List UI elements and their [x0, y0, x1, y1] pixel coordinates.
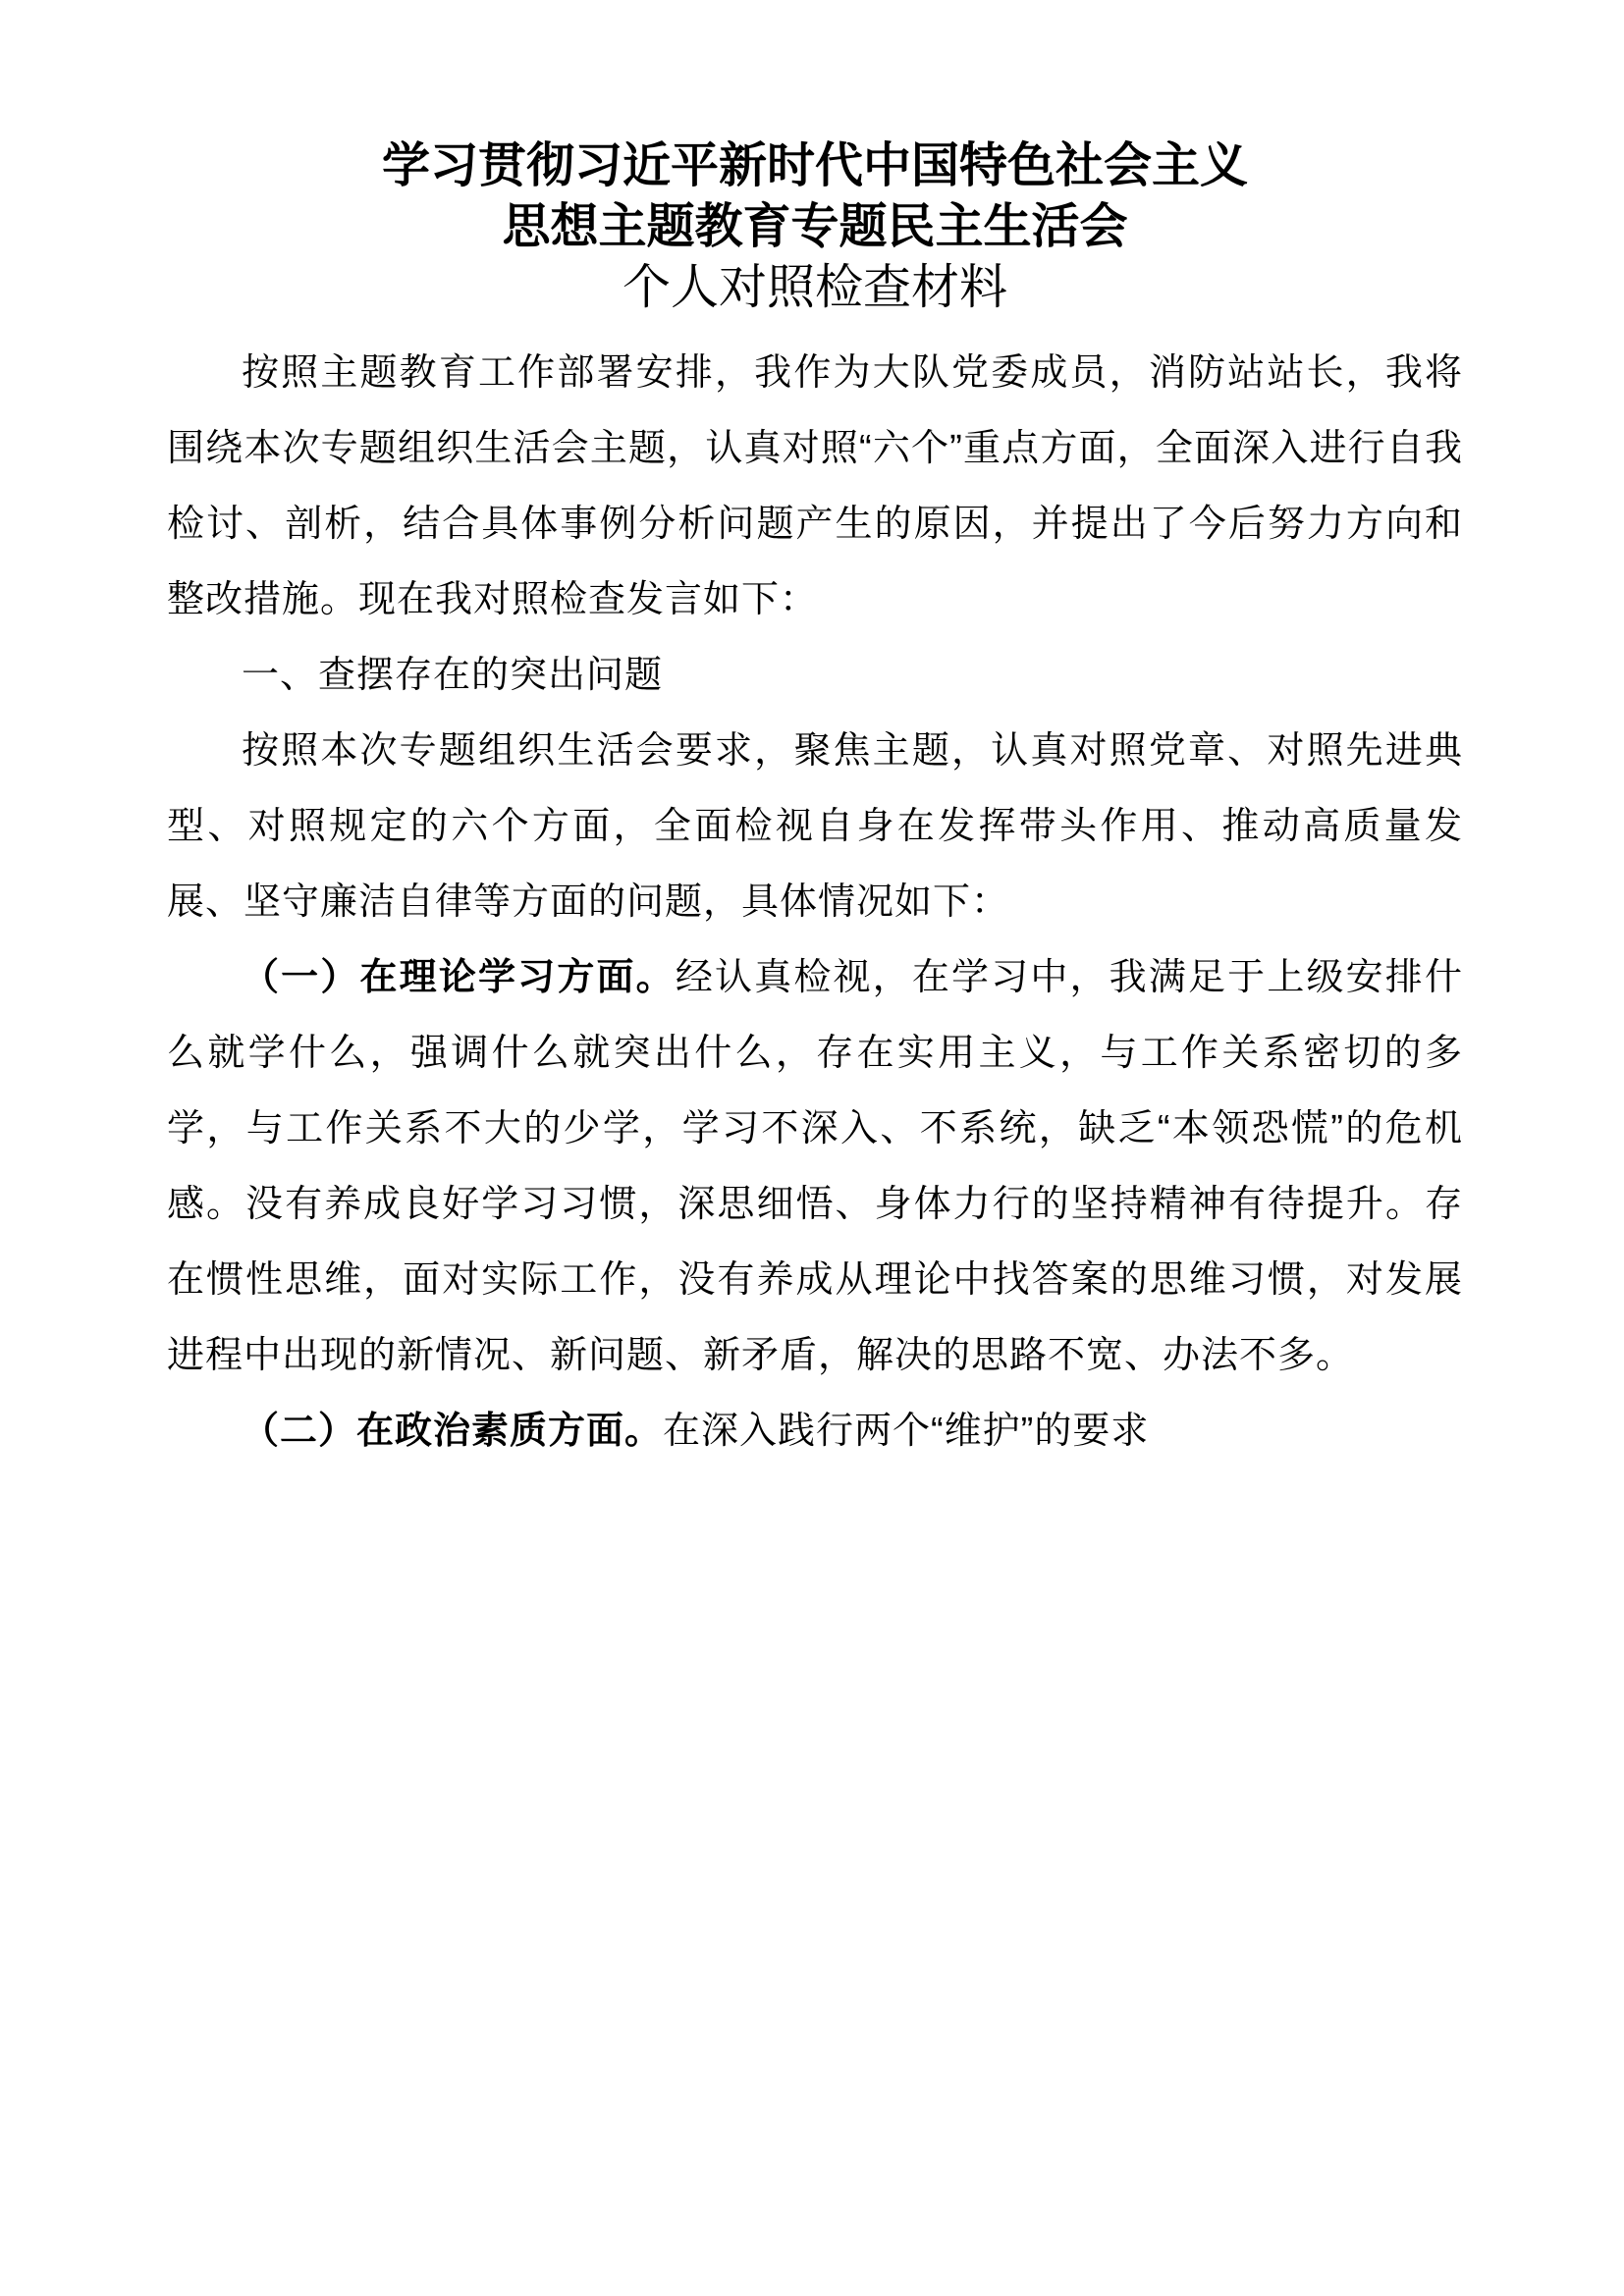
paragraph-overview: [167, 714, 1463, 940]
paragraph-text: 按照主题教育工作部署安排，我作为大队党委成员，消防站站长，我将围绕本次专题组织生活会主题，认真对照“六个”重点方面，全面深入进行自我检讨、剖析，结合具体事例分析问题产生的原因，并提出了今后努力方向和整改措施。现在我对照检查发言如下：: [167, 352, 1463, 620]
paragraph-lead: （一）在理论学习方面。: [242, 957, 676, 998]
paragraph-text: 一、查摆存在的突出问题: [242, 655, 664, 696]
document-title: [167, 135, 1463, 318]
paragraph-section-heading: [167, 638, 1463, 714]
paragraph-intro: [167, 336, 1463, 638]
document-body: [167, 336, 1463, 1469]
document-title-line-3: 个人对照检查材料: [622, 261, 1007, 314]
paragraph-text: 经认真检视，在学习中，我满足于上级安排什么就学什么，强调什么就突出什么，存在实用主义，与工作关系密切的多学，与工作关系不大的少学，学习不深入、不系统，缺乏“本领恐慌”的危机感。没有养成良好学习习惯，深思细悟、身体力行的坚持精神有待提升。存在惯性思维，面对实际工作，没有养成从理论中找答案的思维习惯，对发展进程中出现的新情况、新问题、新矛盾，解决的思路不宽、办法不多。: [167, 957, 1463, 1376]
paragraph-item-1: [167, 940, 1463, 1394]
paragraph-lead: （二）在政治素质方面。: [242, 1411, 664, 1452]
paragraph-item-2: [167, 1394, 1463, 1469]
paragraph-text: 在深入践行两个“维护”的要求: [663, 1411, 1150, 1452]
document-title-line-1: 学习贯彻习近平新时代中国特色社会主义: [381, 139, 1248, 192]
paragraph-text: 按照本次专题组织生活会要求，聚焦主题，认真对照党章、对照先进典型、对照规定的六个方面，全面检视自身在发挥带头作用、推动高质量发展、坚守廉洁自律等方面的问题，具体情况如下：: [167, 730, 1463, 923]
document-title-line-2: 思想主题教育专题民主生活会: [502, 200, 1128, 253]
